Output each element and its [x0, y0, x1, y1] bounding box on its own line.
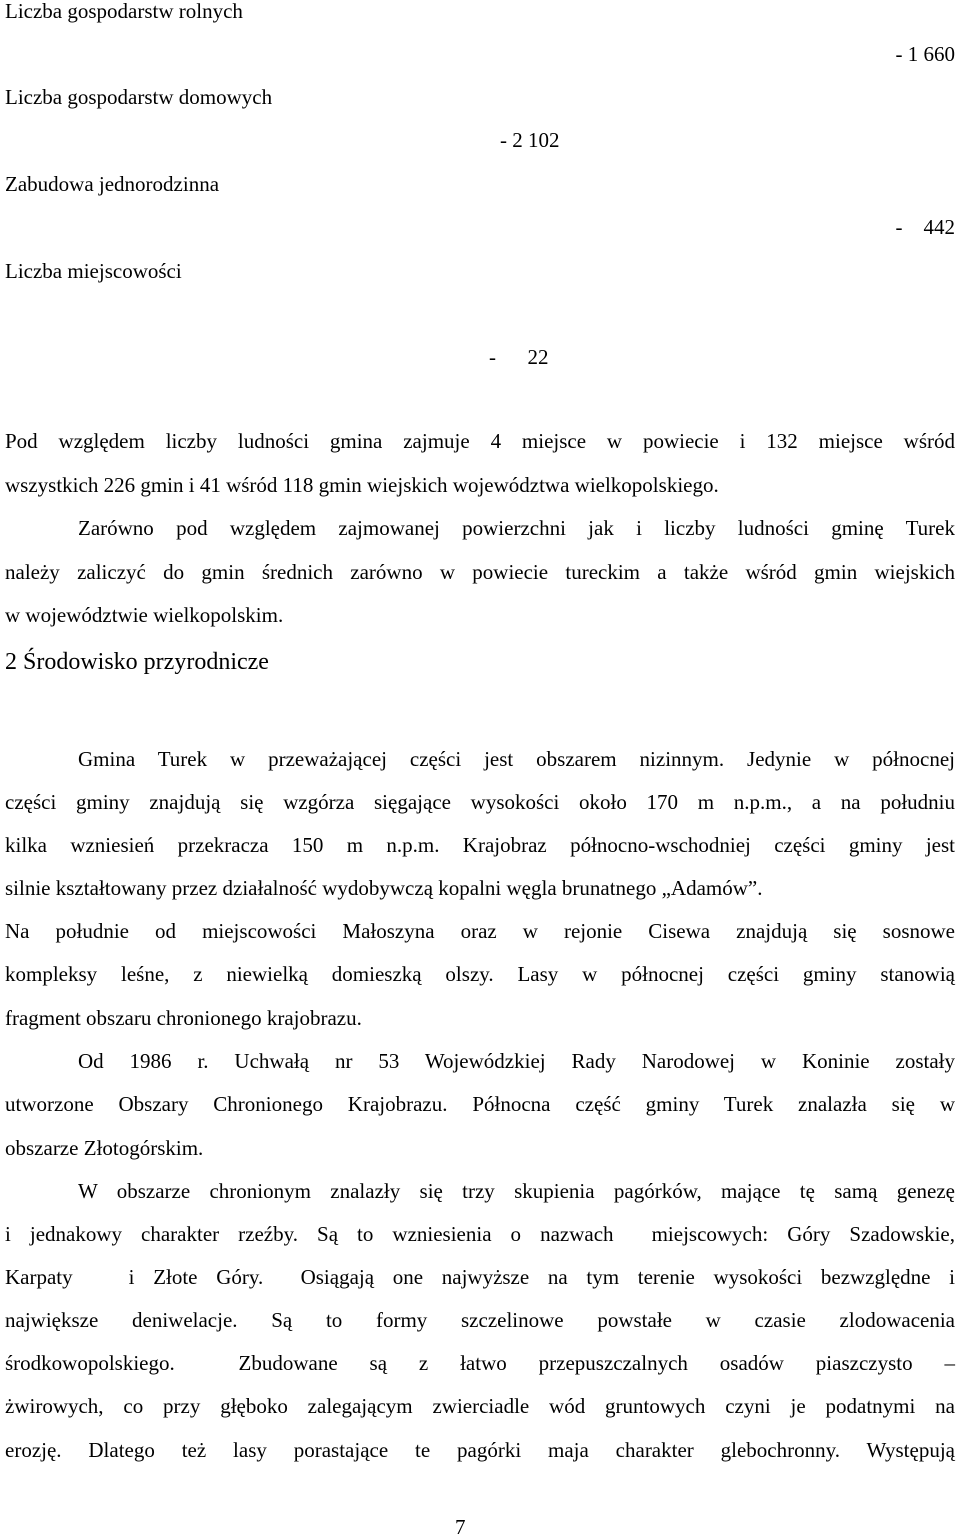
stat-label-single-family: Zabudowa jednorodzinna — [5, 172, 220, 196]
paragraph-line: erozję. Dlatego też lasy porastające te pagórki maja charakter glebochronny. Występują — [5, 1438, 955, 1462]
paragraph-line: należy zaliczyć do gmin średnich zarówno w powiecie tureckim a także wśród gmin wiejskich — [5, 560, 955, 584]
stat-value-single-family: - 442 — [895, 215, 955, 239]
paragraph-line: W obszarze chronionym znalazły się trzy skupienia pagórków, mające tę samą genezę — [78, 1179, 955, 1203]
paragraph-line: kompleksy leśne, z niewielką domieszką olszy. Lasy w północnej części gminy stanowią — [5, 962, 955, 986]
stat-label-localities: Liczba miejscowości — [5, 259, 182, 283]
stat-label-households: Liczba gospodarstw domowych — [5, 85, 273, 109]
paragraph-line: Pod względem liczby ludności gmina zajmuje 4 miejsce w powiecie i 132 miejsce wśród — [5, 429, 955, 453]
paragraph-line: środkowopolskiego. Zbudowane są z łatwo przepuszczalnych osadów piaszczysto – — [5, 1351, 955, 1375]
stat-label-farms: Liczba gospodarstw rolnych — [5, 0, 243, 23]
stat-value-households: - 2 102 — [500, 128, 560, 152]
stat-value-farms: - 1 660 — [895, 42, 955, 66]
paragraph-line: żwirowych, co przy głęboko zalegającym zwierciadle wód gruntowych czyni je podatnymi na — [5, 1394, 955, 1418]
paragraph-line: Na południe od miejscowości Małoszyna oraz w rejonie Cisewa znajdują się sosnowe — [5, 919, 955, 943]
stat-value-localities: - 22 — [489, 345, 549, 369]
paragraph-line: i jednakowy charakter rzeźby. Są to wzniesienia o nazwach miejscowych: Góry Szadowskie, — [5, 1222, 955, 1246]
paragraph-line: fragment obszaru chronionego krajobrazu. — [5, 1006, 362, 1030]
paragraph-line: silnie kształtowany przez działalność wydobywczą kopalni węgla brunatnego „Adamów”. — [5, 876, 763, 900]
section-heading: 2 Środowisko przyrodnicze — [5, 649, 269, 675]
paragraph-line: wszystkich 226 gmin i 41 wśród 118 gmin wiejskich województwa wielkopolskiego. — [5, 473, 719, 497]
paragraph-line: obszarze Złotogórskim. — [5, 1136, 204, 1160]
paragraph-line: Zarówno pod względem zajmowanej powierzchni jak i liczby ludności gminę Turek — [78, 516, 955, 540]
paragraph-line: utworzone Obszary Chronionego Krajobrazu. Północna część gminy Turek znalazła się w — [5, 1092, 955, 1116]
paragraph-line: części gminy znajdują się wzgórza sięgające wysokości około 170 m n.p.m., a na południu — [5, 790, 955, 814]
paragraph-line: największe deniwelacje. Są to formy szczelinowe powstałe w czasie zlodowacenia — [5, 1308, 955, 1332]
paragraph-line: Od 1986 r. Uchwałą nr 53 Wojewódzkiej Rady Narodowej w Koninie zostały — [78, 1049, 955, 1073]
paragraph-line: Gmina Turek w przeważającej części jest obszarem nizinnym. Jedynie w północnej — [78, 747, 955, 771]
paragraph-line: w województwie wielkopolskim. — [5, 603, 284, 627]
page-number: 7 — [455, 1515, 466, 1539]
paragraph-line: kilka wzniesień przekracza 150 m n.p.m. Krajobraz północno-wschodniej części gminy jest — [5, 833, 955, 857]
paragraph-line: Karpaty i Złote Góry. Osiągają one najwyższe na tym terenie wysokości bezwzględne i — [5, 1265, 955, 1289]
